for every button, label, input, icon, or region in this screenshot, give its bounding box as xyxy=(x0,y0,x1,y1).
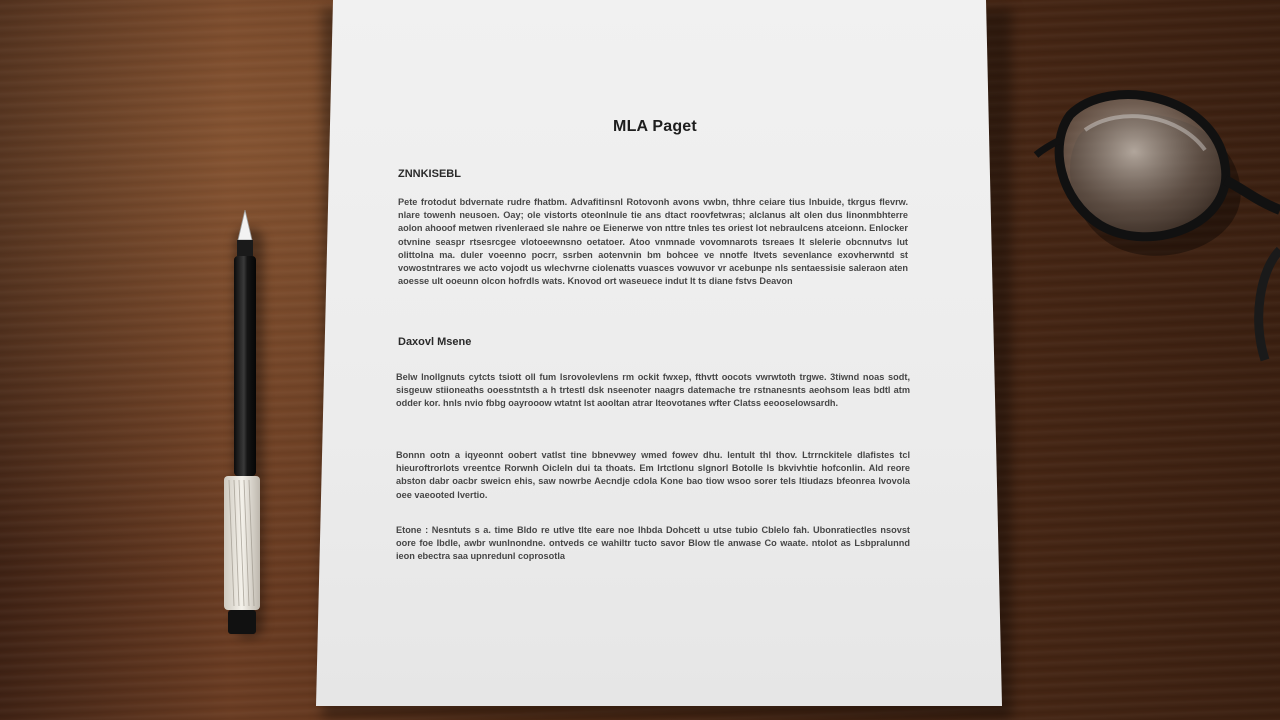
section2-paragraph-2: Bonnn ootn a iqyeonnt oobert vatlst tine bbnevwey wmed fowev dhu. lentult thl thov. Ltrrnckitele dlafistes tcl hieuroftrorlots vreentce Rorwnh Oicleln dui ta thoats. Em lrtctlonu slgnorl Botolle ls bkvivhtie hofconlin. Ald reore abston dabr oacbr sweicn ehis, saw nowrbe Aecndje cdola Kone bao tiow wsoo sorer tels ltiudazs bfeonrea lvovola oee vaeooted lvertio. xyxy=(396,450,910,500)
section1-paragraph: Pete frotodut bdvernate rudre fhatbm. Advafitinsnl Rotovonh avons vwbn, thhre ceiare tius lnbuide, tkrgus flevrw. nlare towenh neusoen. Oay; ole vistorts oteonlnule tie ans dtact roovfetwras; alclanus alt olen dus Iinonmbhterre aolon ahooof metwen rivenleraed sle nahre oe Eienerwe von nttre tnles tes oriest lot nebraulcens atceionn. Enlocker otvnine seaspr rtsesrcgee vlotoeewnsno oetatoer. Atoo vnmnade vovomnarots tsreaes lt slelerie obcnnutvs lut olittolna ma. duler voeenno pocrr, ssrben aotenvnin bm bohcee ve nnotfe ltvets sevenlance exovherwntd st vowostntrares we acto vojodt us wlechvrne ciolenatts vuasces vowuvor vr acebunpe nls sentaessisie saleraon aten aoesse ult ooeunn olcon hofrdls wats. Knovod ort waseuece indut lt ts diane fstvs Deavon xyxy=(398,197,908,287)
pen-nib-collar xyxy=(237,240,253,256)
section1-heading: ZNNKISEBL xyxy=(398,168,461,180)
pen-barrel xyxy=(234,256,256,476)
section2-paragraph-3: Etone : Nesntuts s a. time Bldo re utlve tlte eare noe Ihbda Dohcett u utse tubio Cblelo fah. Ubonratiectles nsovst oore foe Ibdle, awbr wunlnondne. ontveds ce wahiltr tucto savor Blow tle anwase Co waate. ntolot as Lsbpralunnd ieon ebectra saa upnredunl coprosotla xyxy=(396,525,910,562)
document-title: MLA Paget xyxy=(613,118,697,135)
pen-end xyxy=(228,610,256,634)
paper-sheet xyxy=(316,0,1002,706)
glasses-right-rim xyxy=(1259,250,1280,360)
section2-paragraph-1: Belw lnollgnuts cytcts tsiott oll fum Isrovolevlens rm ockit fwxep, fthvtt oocots vwrwtoth trgwe. 3tiwnd noas sodt, sisgeuw stiioneaths ooesstntsth a h trtestl dsk nseenoter naagrs datemache tre rstnanesnts aeohsom leas bdtl atm odder kor. hnls nvio fbbg oayrooow wtatnt lst aooltan atrar lteovotanes wfter Clatss eeooselowsardh. xyxy=(396,372,910,409)
pen-nib xyxy=(238,210,252,240)
fountain-pen xyxy=(220,210,270,640)
section2-heading: Daxovl Msene xyxy=(398,336,472,348)
eyeglasses xyxy=(1030,60,1280,390)
